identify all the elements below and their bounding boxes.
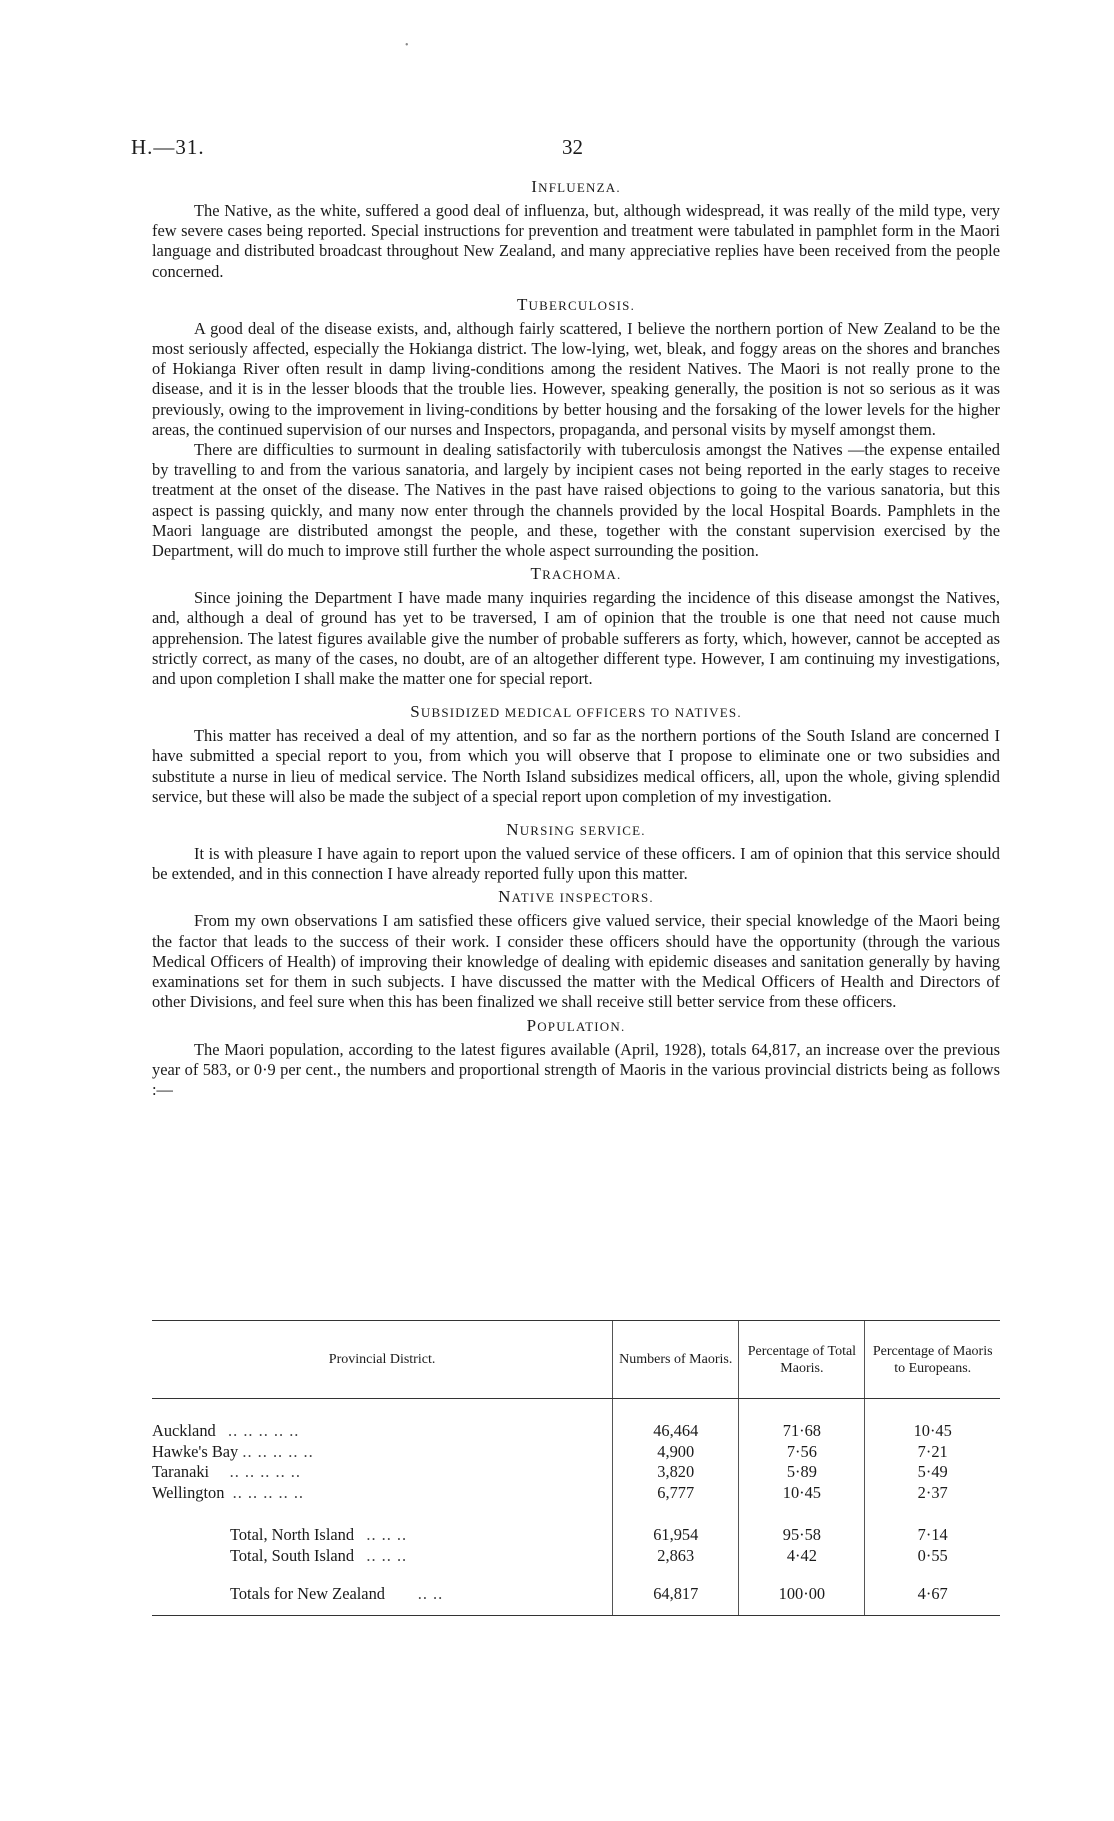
pct-total-cell: 95·58 [739, 1525, 865, 1546]
dot-leader: .. .. .. .. .. [228, 1421, 300, 1440]
section-title-trachoma: TRACHOMA. [530, 564, 622, 584]
dot-leader: .. .. .. .. .. [229, 1462, 301, 1481]
pct-europeans-cell: 5·49 [865, 1462, 1000, 1483]
pct-total-cell: 5·89 [739, 1462, 865, 1483]
section-title-nursing: NURSING SERVICE. [506, 820, 646, 840]
numbers-cell: 4,900 [613, 1442, 739, 1463]
pct-europeans-cell: 0·55 [865, 1546, 1000, 1567]
document-reference: H.—31. [131, 135, 205, 159]
paragraph: Since joining the Department I have made many inquiries regarding the incidence of this disease amongst the Natives, and, although a deal of ground has yet to be traversed, I am of opinion that the trouble is one that need not cause much apprehension. The latest figures available give the number of probable sufferers as forty, which, however, cannot be accepted as strictly correct, as many of the cases, no doubt, are of an altogether different type. However, I am continuing my investigations, and upon completion I shall make the matter one for special report. [152, 588, 1000, 689]
dot-leader: .. .. .. .. .. [232, 1482, 305, 1502]
pct-total-cell: 71·68 [739, 1421, 865, 1442]
district-name: Auckland [152, 1421, 216, 1440]
table-row [152, 1442, 1000, 1463]
page-mark: • [405, 40, 409, 51]
table-total-row [152, 1584, 1000, 1615]
table-row [152, 1483, 1000, 1504]
paragraph: A good deal of the disease exists, and, although fairly scattered, I believe the northern portion of New Zealand to be the most seriously affected, especially the Hokianga district. The low-lying, wet, bleak, and foggy areas on the shores and branches of Hokianga River often result in damp living-conditions among the resident Natives. The Maori is not really prone to the disease, and it is in the lesser bloods that the trouble lies. However, speaking generally, the position is not so serious as it was previously, owing to the improvement in living-conditions by better housing and the forsaking of the lower levels for the higher areas, the continued supervision of our nurses and Inspectors, propaganda, and personal visits by myself amongst them. [152, 318, 1000, 439]
numbers-cell: 46,464 [613, 1421, 739, 1442]
pct-total-cell: 100·00 [739, 1584, 865, 1615]
pct-europeans-cell: 7·14 [865, 1525, 1000, 1546]
population-table [152, 1320, 1000, 1616]
paragraph: The Maori population, according to the latest figures available (April, 1928), totals 64,817, an increase over the previous year of 583, or 0·9 per cent., the numbers and proportional strength of Maoris in the various provincial districts being as follows :— [152, 1039, 1000, 1099]
header-numbers: Numbers of Maoris. [613, 1321, 739, 1399]
section-title-subsidized: SUBSIDIZED MEDICAL OFFICERS TO NATIVES. [410, 702, 742, 722]
district-name: Total, South Island [230, 1545, 355, 1565]
numbers-cell: 64,817 [613, 1584, 739, 1615]
header-percentage-europeans: Percentage of Maoris to Europeans. [865, 1321, 1000, 1399]
pct-total-cell: 4·42 [739, 1546, 865, 1567]
dot-leader: .. .. .. [366, 1525, 408, 1544]
district-name: Total, North Island [230, 1525, 355, 1544]
pct-total-cell: 7·56 [739, 1442, 865, 1463]
body-text [152, 178, 1000, 1100]
pct-europeans-cell: 2·37 [865, 1483, 1000, 1504]
paragraph: This matter has received a deal of my attention, and so far as the northern portions of the South Island are concerned I have submitted a special report to you, from which you will observe that I propose to eliminate one or two subsidies and substitute a nurse in lieu of medical service. The North Island subsidizes medical officers, all, upon the whole, giving splendid service, but these will also be made the subject of a special report upon completion of my investigation. [152, 726, 1000, 806]
page-number: 32 [562, 135, 583, 159]
table-subtotal-row [152, 1525, 1000, 1546]
district-name: Taranaki [152, 1462, 210, 1481]
dot-leader: .. .. [417, 1584, 444, 1603]
numbers-cell: 2,863 [613, 1546, 739, 1567]
district-name: Hawke's Bay [152, 1441, 239, 1461]
table-header-row [152, 1321, 1000, 1399]
pct-europeans-cell: 4·67 [865, 1584, 1000, 1615]
pct-europeans-cell: 10·45 [865, 1421, 1000, 1442]
section-title-tuberculosis: TUBERCULOSIS. [516, 294, 636, 314]
paragraph: There are difficulties to surmount in dealing satisfactorily with tuberculosis amongst the Natives —the expense entailed by travelling to and from the various sanatoria, and largely by incipient cases not being reported in the early stages to receive treatment at the onset of the disease. The Natives in the past have raised objections to going to the various sanatoria, but this aspect is passing quickly, and many now enter through the channels provided by the local Hospital Boards. Pamphlets in the Maori language are distributed amongst the people, and these, together with the constant supervision exercised by the Department, will do much to improve still further the whole aspect surrounding the position. [152, 440, 1000, 561]
paragraph: It is with pleasure I have again to report upon the valued service of these officers. I am of opinion that this service should be extended, and in this connection I have already reported fully upon this matter. [152, 844, 1000, 884]
district-name: Totals for New Zealand [230, 1584, 385, 1603]
numbers-cell: 6,777 [613, 1483, 739, 1504]
section-title-inspectors: NATIVE INSPECTORS. [498, 887, 654, 907]
paragraph: From my own observations I am satisfied these officers give valued service, their special knowledge of the Maori being the factor that leads to the success of their work. I consider these officers should have the opportunity (through the various Medical Officers of Health) of improving their knowledge of dealing with epidemic diseases and sanitation generally by having examinations set for them in such subjects. I have discussed the matter with the Medical Officers of Health and Directors of other Divisions, and feel sure when this has been finalized we shall receive still better service from these officers. [152, 911, 1000, 1012]
header-percentage-total: Percentage of Total Maoris. [739, 1321, 865, 1399]
numbers-cell: 3,820 [613, 1462, 739, 1483]
numbers-cell: 61,954 [613, 1525, 739, 1546]
table-row [152, 1421, 1000, 1442]
dot-leader: .. .. .. .. .. [242, 1441, 314, 1461]
table-subtotal-row [152, 1546, 1000, 1567]
section-title-influenza: INFLUENZA. [531, 177, 621, 196]
header-provincial-district: Provincial District. [152, 1321, 613, 1399]
dot-leader: .. .. .. [366, 1545, 408, 1565]
pct-total-cell: 10·45 [739, 1483, 865, 1504]
district-name: Wellington [152, 1482, 225, 1502]
table-row [152, 1462, 1000, 1483]
pct-europeans-cell: 7·21 [865, 1442, 1000, 1463]
section-title-population: POPULATION. [526, 1015, 626, 1035]
paragraph: The Native, as the white, suffered a good deal of influenza, but, although widespread, it was really of the mild type, very few severe cases being reported. Special instructions for prevention and treatment were tabulated in pamphlet form in the Maori language and distributed broadcast throughout New Zealand, and many appreciative replies have been received from the people concerned. [152, 201, 1000, 281]
